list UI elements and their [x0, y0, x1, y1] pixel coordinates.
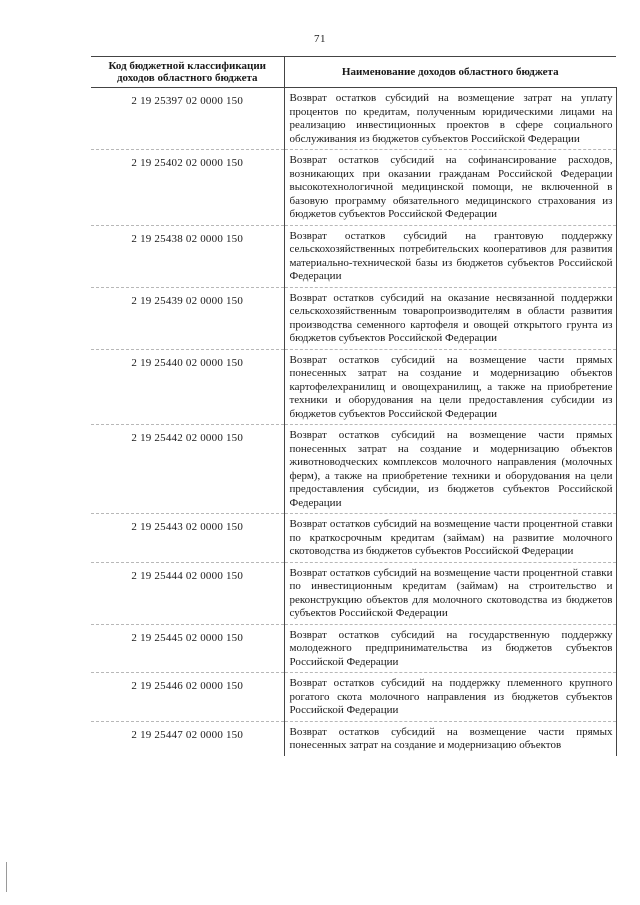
budget-code-cell: 2 19 25445 02 0000 150 [91, 624, 284, 673]
revenue-name-cell: Возврат остатков субсидий на поддержку племенного крупного рогатого скота молочного направления из бюджетов субъектов Российской Федерации [284, 673, 616, 722]
scan-margin-mark [6, 862, 7, 892]
table-row [91, 562, 616, 624]
budget-code-cell: 2 19 25446 02 0000 150 [91, 673, 284, 722]
budget-code-cell: 2 19 25443 02 0000 150 [91, 514, 284, 563]
budget-code-cell: 2 19 25444 02 0000 150 [91, 562, 284, 624]
revenue-name-cell: Возврат остатков субсидий на возмещение затрат на уплату процентов по кредитам, полученным юридическими лицами на реализацию инвестиционных проектов в сфере социального обслуживания из бюджетов субъектов Российской Федерации [284, 88, 616, 150]
revenue-name-cell: Возврат остатков субсидий на государственную поддержку молодежного предпринимательства из бюджетов субъектов Российской Федерации [284, 624, 616, 673]
budget-code-cell: 2 19 25440 02 0000 150 [91, 349, 284, 425]
code-column-header: Код бюджетной классификации доходов областного бюджета [91, 57, 284, 88]
revenue-name-cell: Возврат остатков субсидий на возмещение части прямых понесенных затрат на создание и модернизацию объектов картофелехранилищ и овощехранилищ, а также на приобретение техники и оборудования на цели предоставления субсидии из бюджетов субъектов Российской Федерации [284, 349, 616, 425]
revenue-name-cell: Возврат остатков субсидий на возмещение части прямых понесенных затрат на создание и модернизацию объектов [284, 721, 616, 756]
revenue-name-cell: Возврат остатков субсидий на возмещение части процентной ставки по краткосрочным кредитам (займам) на развитие молочного скотоводства из бюджетов субъектов Российской Федерации [284, 514, 616, 563]
table-row [91, 425, 616, 514]
table-row [91, 673, 616, 722]
table-row [91, 287, 616, 349]
revenue-name-cell: Возврат остатков субсидий на софинансирование расходов, возникающих при оказании гражданам Российской Федерации высокотехнологичной медицинской помощи, не включенной в базовую программу обязательного медицинского страхования из бюджетов субъектов Российской Федерации [284, 150, 616, 226]
budget-code-cell: 2 19 25438 02 0000 150 [91, 225, 284, 287]
table-row [91, 349, 616, 425]
revenue-name-cell: Возврат остатков субсидий на грантовую поддержку сельскохозяйственных потребительских кооперативов для развития материально-технической базы из бюджетов субъектов Российской Федерации [284, 225, 616, 287]
table-row [91, 721, 616, 756]
budget-classification-table [91, 56, 617, 756]
revenue-name-cell: Возврат остатков субсидий на возмещение части прямых понесенных затрат на создание и модернизацию объектов животноводческих комплексов молочного направления (молочных ферм), а также на приобретение техники и оборудования на цели предоставления субсидии, из бюджетов субъектов Российской Федерации [284, 425, 616, 514]
budget-code-cell: 2 19 25397 02 0000 150 [91, 88, 284, 150]
name-column-header: Наименование доходов областного бюджета [284, 57, 616, 88]
table-row [91, 514, 616, 563]
page-number: 71 [314, 33, 326, 45]
budget-code-cell: 2 19 25439 02 0000 150 [91, 287, 284, 349]
table-row [91, 88, 616, 150]
revenue-name-cell: Возврат остатков субсидий на возмещение части процентной ставки по инвестиционным кредитам (займам) на строительство и реконструкцию объектов для молочного скотоводства из бюджетов субъектов Российской Федерации [284, 562, 616, 624]
table-row [91, 225, 616, 287]
budget-code-cell: 2 19 25402 02 0000 150 [91, 150, 284, 226]
revenue-name-cell: Возврат остатков субсидий на оказание несвязанной поддержки сельскохозяйственным товаропроизводителям в области развития производства семенного картофеля и овощей открытого грунта из бюджетов субъектов Российской Федерации [284, 287, 616, 349]
budget-code-cell: 2 19 25442 02 0000 150 [91, 425, 284, 514]
budget-code-cell: 2 19 25447 02 0000 150 [91, 721, 284, 756]
table-header-row [91, 57, 616, 88]
table-row [91, 150, 616, 226]
table-row [91, 624, 616, 673]
